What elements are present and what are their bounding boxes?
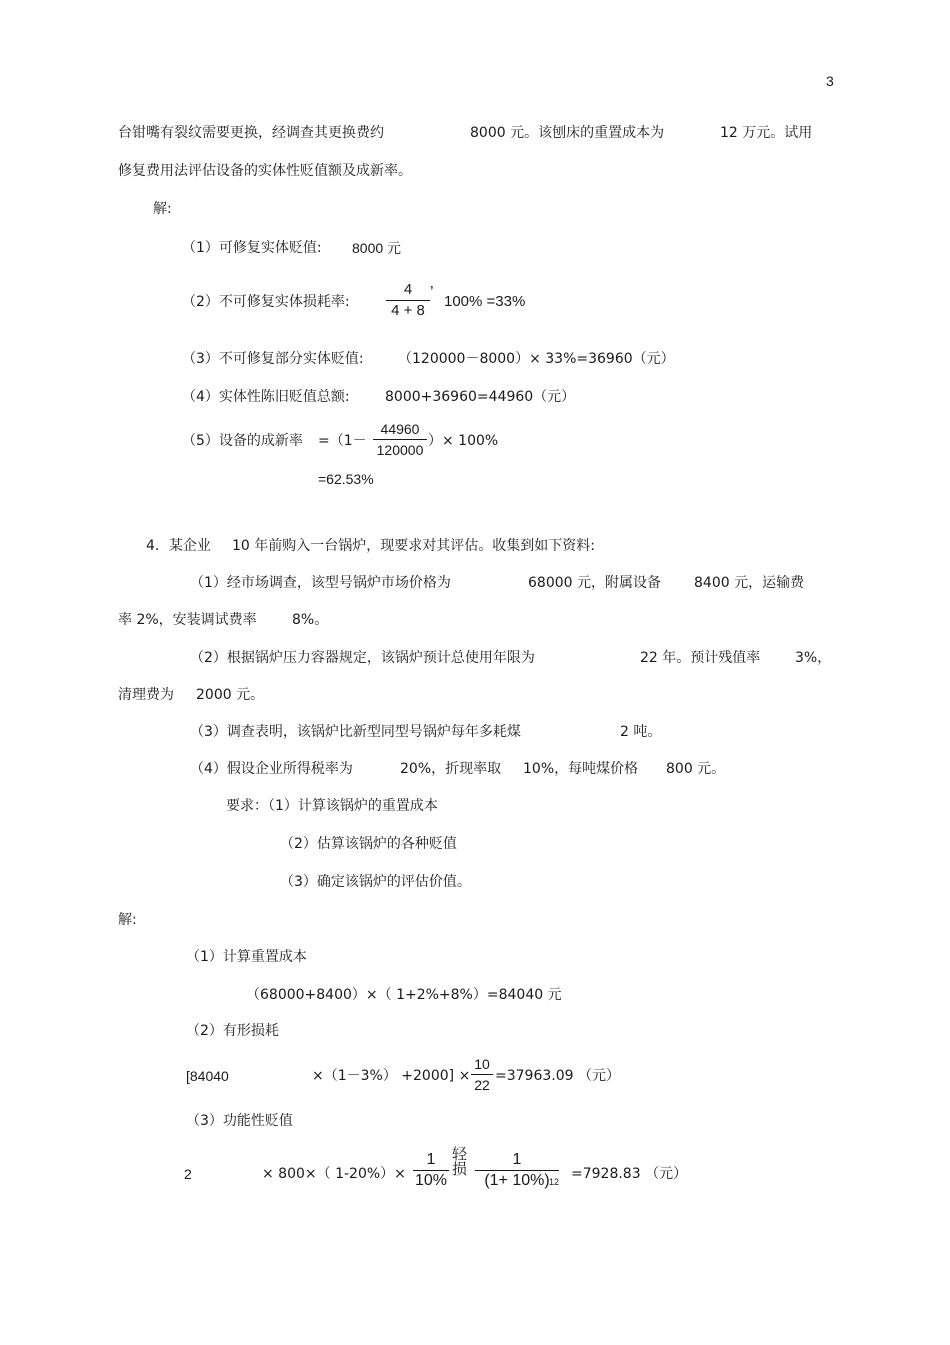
sol1-step1-label: （1）可修复实体贬值: (182, 240, 322, 256)
sol2-calc3-title: （3）功能性贬值 (186, 1113, 293, 1129)
sol1-step2-label: （2）不可修复实体损耗率: (182, 294, 350, 310)
sol1-step2-result: 100% =33% (444, 293, 526, 310)
sol1-step5-tail: ）× 100% (428, 433, 499, 449)
sol1-step3-value: （120000－8000）× 33%=36960（元） (398, 351, 675, 367)
sol2-calc3-exponent: 12 (549, 1177, 560, 1187)
fraction-denominator: 4 + 8 (391, 302, 425, 319)
intro-line1-part3: 12 万元。试用 (720, 125, 813, 141)
q4-requirement-1: 要求：（1）计算该锅炉的重置成本 (226, 798, 438, 814)
q4-item1-part5: 8%。 (292, 612, 329, 628)
q4-item4-part1: （4）假设企业所得税率为 (190, 761, 353, 777)
solution2-label: 解: (118, 912, 137, 928)
sol2-calc2-part1: [84040 (186, 1068, 229, 1084)
q4-item2-part2: 22 年。预计残值率 (640, 650, 761, 666)
sol1-step3-label: （3）不可修复部分实体贬值: (182, 351, 364, 367)
sol2-calc2-result: =37963.09 （元） (495, 1068, 620, 1084)
q4-item3-part1: （3）调查表明，该锅炉比新型同型号锅炉每年多耗煤 (190, 724, 521, 740)
sol1-step1-value: 8000 元 (352, 240, 402, 256)
sol1-step2-fraction (386, 280, 430, 321)
sol2-calc2-fraction (471, 1054, 493, 1095)
fraction-numerator: 1 (512, 1151, 522, 1168)
fraction-denominator: 10% (414, 1172, 448, 1189)
q4-item2-part4: 清理费为 (118, 687, 174, 703)
q4-item4-part2: 20%，折现率取 (400, 761, 502, 777)
q4-item3-part2: 2 吨。 (620, 724, 662, 740)
sol1-step4-value: 8000+36960=44960（元） (385, 389, 576, 405)
sol2-calc2-title: （2）有形损耗 (186, 1023, 279, 1039)
fraction-denominator: (1+ 10%) (484, 1172, 550, 1189)
q4-heading-part2: 10 年前购入一台锅炉，现要求对其评估。收集到如下资料: (232, 538, 595, 554)
q4-item2-part5: 2000 元。 (196, 687, 265, 703)
sol2-calc1-formula: （68000+8400）×（ 1+2%+8%）=84040 元 (246, 987, 562, 1003)
fraction-numerator: 44960 (380, 421, 420, 437)
intro-line1-part1: 台钳嘴有裂纹需要更换，经调查其更换费约 (118, 125, 384, 141)
sol2-calc3-fraction2 (475, 1150, 559, 1191)
sol1-step5-fraction (373, 419, 427, 460)
sol2-calc3-result: =7928.83 （元） (571, 1166, 688, 1182)
fraction-numerator: 1 (426, 1151, 436, 1168)
sol2-calc3-overlap-text: 轻损 (452, 1145, 468, 1178)
fraction-denominator: 22 (474, 1077, 490, 1093)
q4-item1-part1: （1）经市场调查，该型号锅炉市场价格为 (190, 575, 451, 591)
sol1-step4-label: （4）实体性陈旧贬值总额: (182, 389, 350, 405)
sol1-step5-label: （5）设备的成新率 (182, 433, 303, 449)
q4-heading-part1: 4．某企业 (146, 538, 211, 554)
sol1-step5-equals: =（1－ (318, 433, 367, 449)
q4-item1-part2: 68000 元，附属设备 (528, 575, 661, 591)
sol1-step2-mark: ’ (430, 284, 434, 301)
intro-line1-part2: 8000 元。该刨床的重置成本为 (470, 125, 665, 141)
fraction-denominator: 120000 (376, 442, 424, 458)
page-number: 3 (826, 73, 834, 89)
q4-item1-part4: 率 2%，安装调试费率 (118, 612, 257, 628)
sol2-calc1-title: （1）计算重置成本 (186, 949, 307, 965)
q4-item1-part3: 8400 元，运输费 (694, 575, 805, 591)
sol2-calc3-part2: × 800×（ 1-20%）× (262, 1166, 406, 1182)
solution1-label: 解: (153, 201, 172, 217)
fraction-numerator: 4 (403, 281, 413, 298)
sol2-calc2-part2: ×（1－3%） +2000] × (312, 1068, 471, 1084)
intro-line2: 修复费用法评估设备的实体性贬值额及成新率。 (118, 163, 412, 179)
sol2-calc3-part1: 2 (184, 1166, 192, 1182)
q4-requirement-3: （3）确定该锅炉的评估价值。 (280, 874, 471, 890)
sol1-step5-result: =62.53% (318, 471, 374, 487)
q4-item4-part3: 10%，每吨煤价格 (523, 761, 639, 777)
q4-item2-part1: （2）根据锅炉压力容器规定，该锅炉预计总使用年限为 (190, 650, 535, 666)
q4-item4-part4: 800 元。 (666, 761, 726, 777)
q4-item2-part3: 3%， (795, 650, 832, 666)
fraction-numerator: 10 (474, 1056, 490, 1072)
q4-requirement-2: （2）估算该锅炉的各种贬值 (280, 836, 457, 852)
sol2-calc3-fraction1 (413, 1150, 449, 1191)
